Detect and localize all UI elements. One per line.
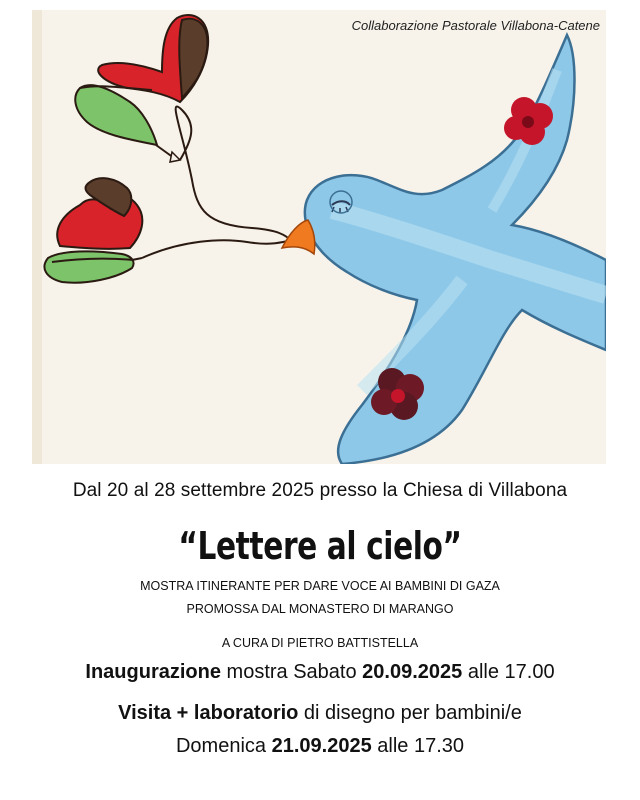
organization-caption: Collaborazione Pastorale Villabona-Catene	[351, 18, 600, 33]
visit-date-line	[0, 735, 640, 758]
exhibition-description: MOSTRA ITINERANTE PER DARE VOCE AI BAMBINI DI GAZA	[140, 579, 500, 593]
inauguration-time: alle 17.00	[462, 661, 555, 683]
visit-label: Visita + laboratorio	[118, 702, 299, 724]
event-dates: Dal 20 al 28 settembre 2025 presso la Chiesa di Villabona	[72, 480, 568, 501]
visit-time: alle 17.30	[371, 735, 464, 757]
inauguration-label: Inaugurazione	[85, 661, 221, 683]
visit-text: di disegno per bambini/e	[298, 702, 522, 724]
children-drawing	[32, 10, 606, 464]
inauguration-text: mostra Sabato	[220, 661, 363, 683]
visit-date: 21.09.2025	[271, 735, 372, 757]
visit-line	[0, 702, 640, 725]
inauguration-line	[0, 661, 640, 684]
drawing-canvas	[32, 10, 606, 464]
curator-line: A CURA DI PIETRO BATTISTELLA	[221, 636, 419, 650]
exhibition-promoter: PROMOSSA DAL MONASTERO DI MARANGO	[186, 602, 454, 616]
visit-day: Domenica	[175, 735, 272, 757]
inauguration-date: 20.09.2025	[362, 661, 463, 683]
exhibition-title: “Lettere al cielo”	[178, 524, 462, 568]
